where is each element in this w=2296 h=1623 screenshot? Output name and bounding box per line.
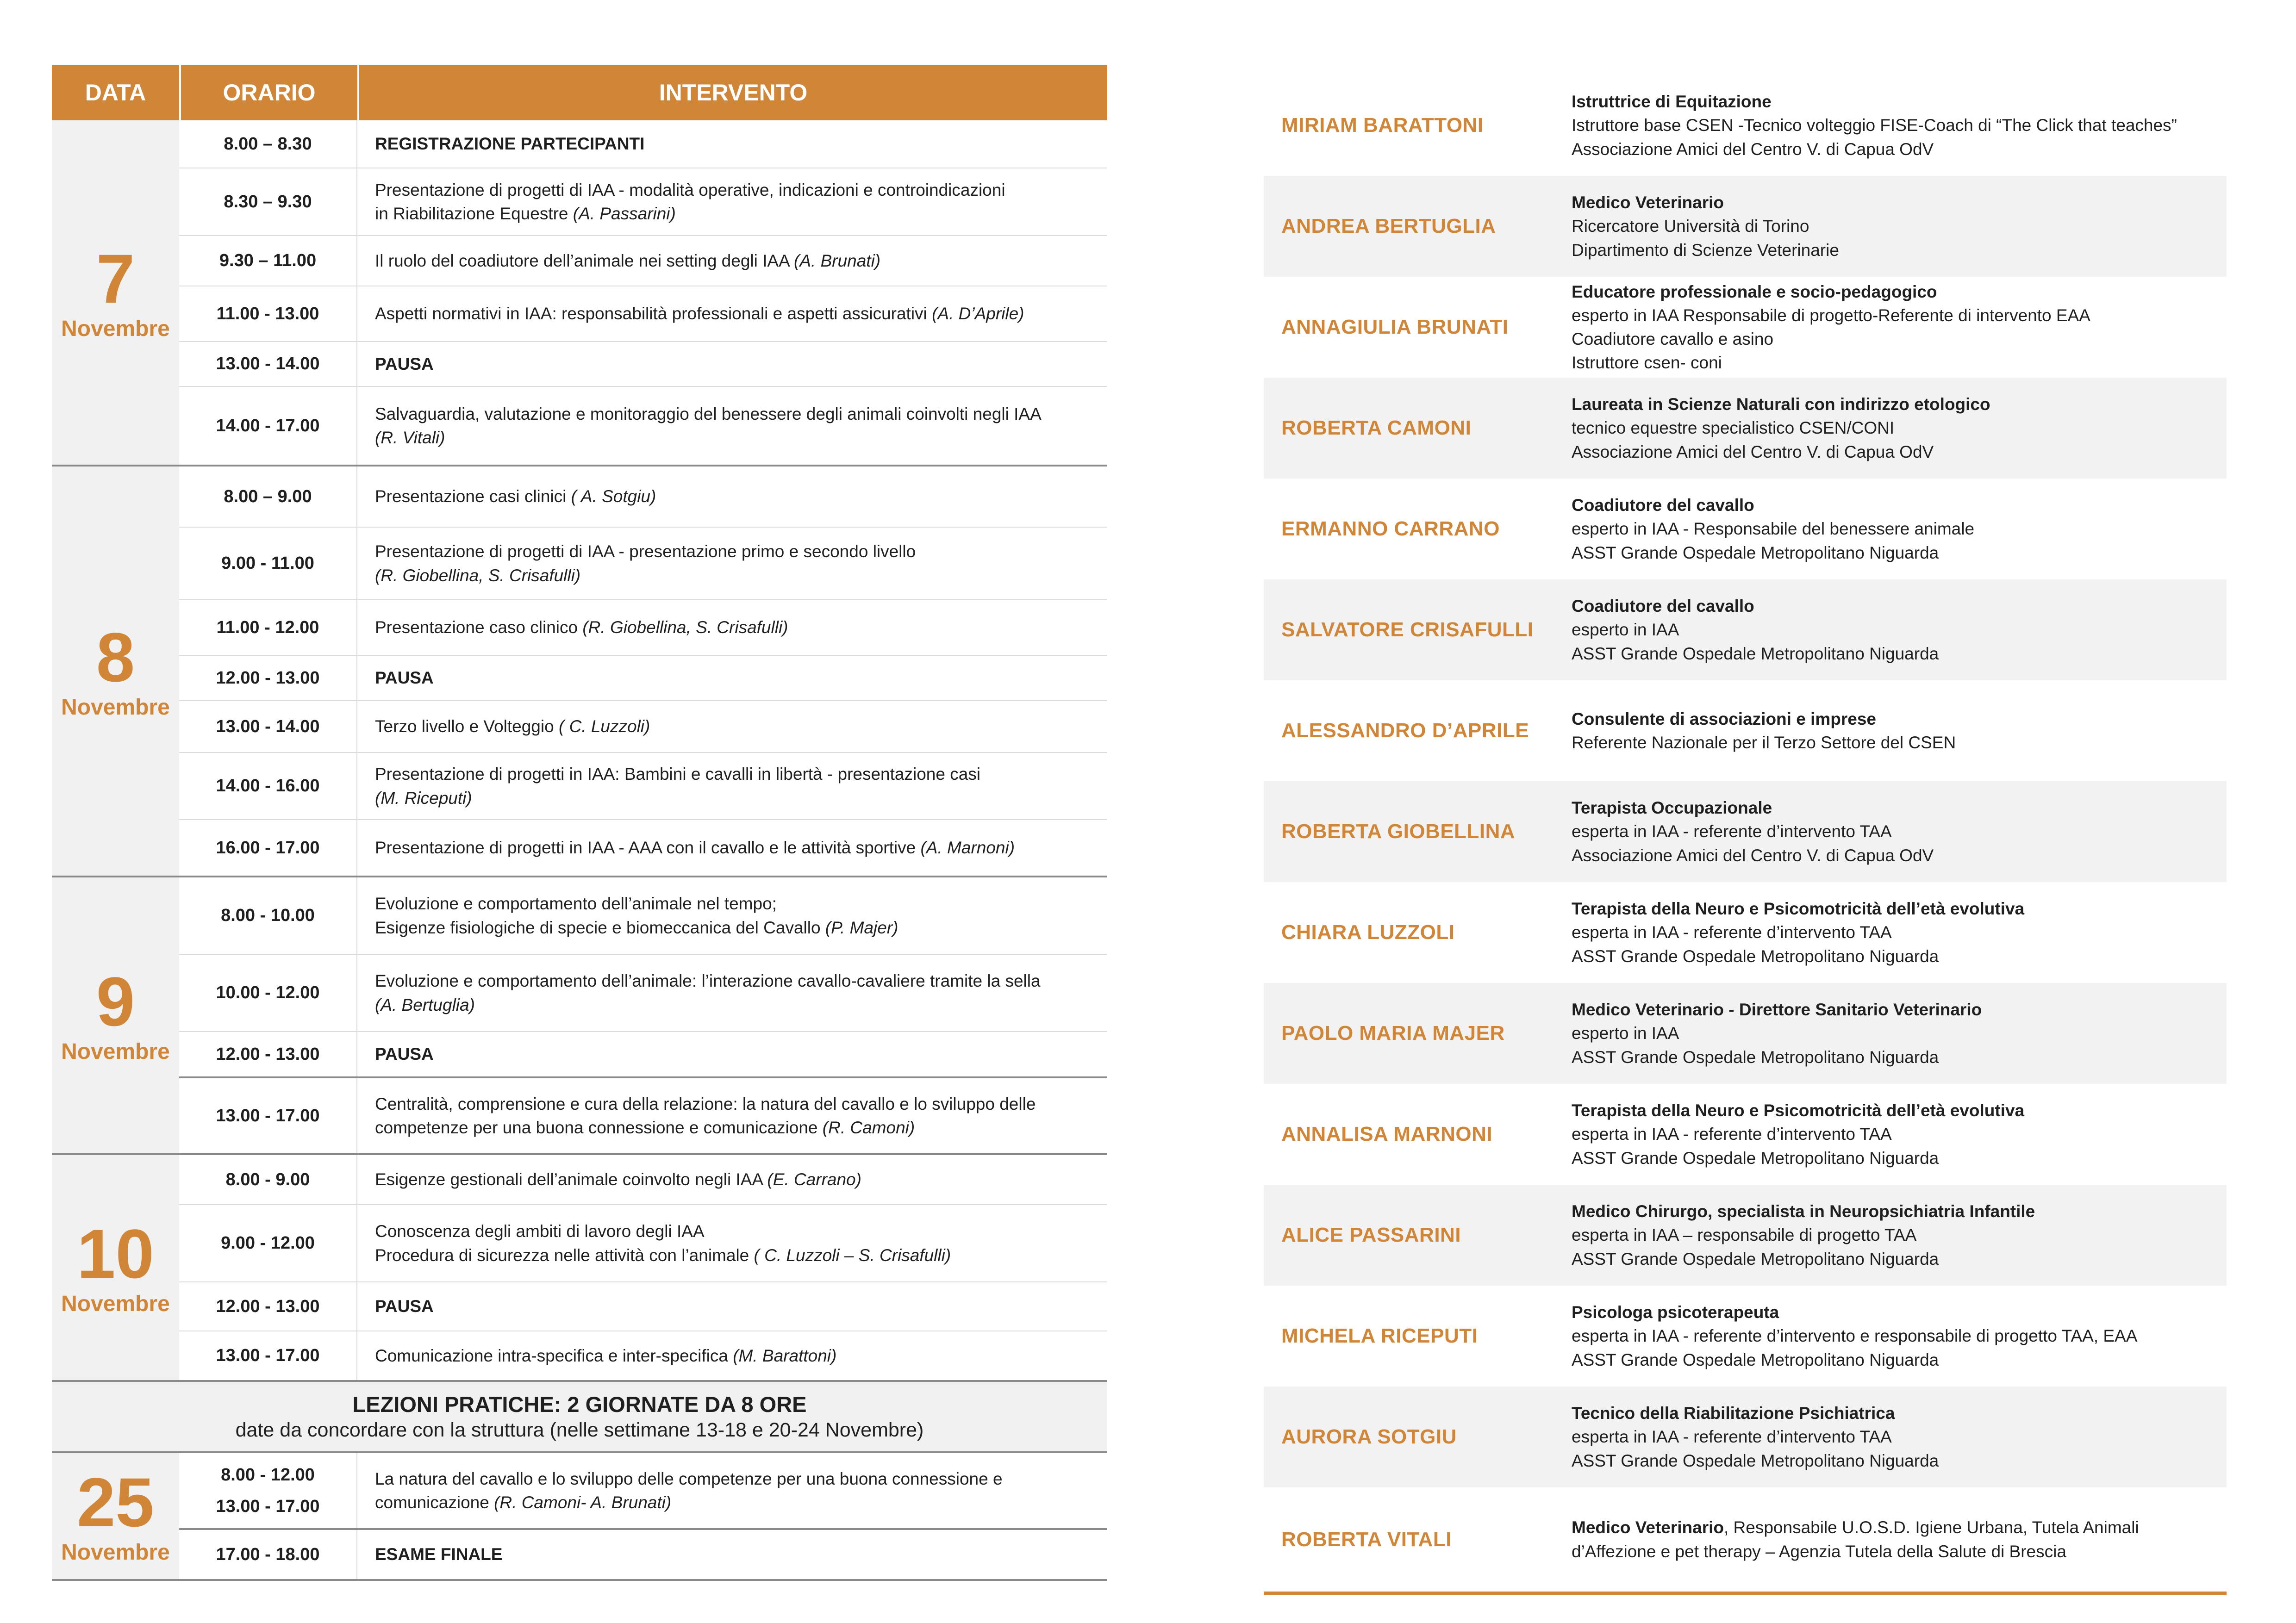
activity-cell xyxy=(357,600,1107,655)
time-cell: 12.00 - 13.00 xyxy=(179,656,357,700)
activity-line xyxy=(375,1344,1089,1368)
activity-author: (A. D’Aprile) xyxy=(932,304,1024,323)
activity-author: (M. Barattoni) xyxy=(733,1346,837,1365)
day-rows xyxy=(179,877,1107,1153)
speaker-row xyxy=(1264,882,2227,983)
activity-text: Presentazione casi clinici xyxy=(375,487,571,506)
activity-line xyxy=(375,202,1089,225)
activity-author: ( A. Sotgiu) xyxy=(571,487,656,506)
speaker-name: ROBERTA CAMONI xyxy=(1281,417,1472,439)
activity-cell xyxy=(357,286,1107,341)
speaker-name: ROBERTA VITALI xyxy=(1281,1528,1452,1551)
activity-line: Conoscenza degli ambiti di lavoro degli IAA xyxy=(375,1222,705,1241)
activity-author: (R. Vitali) xyxy=(375,428,445,447)
activity-cell xyxy=(357,528,1107,599)
speaker-detail: ASST Grande Ospedale Metropolitano Niguarda xyxy=(1572,1047,1939,1067)
day-number: 7 xyxy=(96,239,135,317)
header-intervento: INTERVENTO xyxy=(357,65,1107,120)
activity-text: competenze per una buona connessione e comunicazione xyxy=(375,1118,823,1137)
day-rows xyxy=(179,466,1107,876)
speaker-detail: esperta in IAA - referente d’intervento TAA xyxy=(1572,1427,1892,1447)
date-cell xyxy=(52,877,179,1153)
activity-line xyxy=(375,249,1089,273)
speaker-detail: esperto in IAA Responsabile di progetto-Referente di intervento EAA xyxy=(1572,305,2090,325)
speaker-name: MIRIAM BARATTONI xyxy=(1281,114,1484,137)
table-row xyxy=(179,1078,1107,1153)
activity-cell xyxy=(357,168,1107,235)
time-cell: 12.00 - 13.00 xyxy=(179,1032,357,1076)
speaker-name: ANNAGIULIA BRUNATI xyxy=(1281,316,1509,338)
activity-line xyxy=(375,1244,1089,1267)
activity-cell xyxy=(357,387,1107,465)
speaker-description xyxy=(1572,90,2227,161)
activity-text: Aspetti normativi in IAA: responsabilità professionali e aspetti assicurativi xyxy=(375,304,932,323)
speaker-row xyxy=(1264,75,2227,176)
speaker-detail: d’Affezione e pet therapy – Agenzia Tutela della Salute di Brescia xyxy=(1572,1542,2066,1561)
time-cell: 17.00 - 18.00 xyxy=(179,1530,357,1579)
time-cell: 8.00 – 9.00 xyxy=(179,466,357,527)
speaker-name: ALESSANDRO D’APRILE xyxy=(1281,719,1529,742)
activity-line: La natura del cavallo e lo sviluppo delle competenze per una buona connessione e xyxy=(375,1469,1003,1488)
speaker-description xyxy=(1572,594,2227,665)
speaker-detail: esperta in IAA - referente d’intervento e responsabile di progetto TAA, EAA xyxy=(1572,1326,2138,1346)
table-row xyxy=(179,600,1107,656)
activity-cell xyxy=(357,753,1107,819)
speaker-detail: ASST Grande Ospedale Metropolitano Niguarda xyxy=(1572,1148,1939,1168)
speaker-title: Medico Chirurgo, specialista in Neuropsichiatria Infantile xyxy=(1572,1202,2035,1221)
activity-line xyxy=(375,1168,1089,1191)
activity-text: Terzo livello e Volteggio xyxy=(375,717,559,736)
time-cell: 11.00 - 12.00 xyxy=(179,600,357,655)
activity-text: Esigenze fisiologiche di specie e biomeccanica del Cavallo xyxy=(375,918,825,937)
speaker-row xyxy=(1264,1286,2227,1387)
activity-author: (A. Bertuglia) xyxy=(375,995,475,1014)
table-row xyxy=(179,120,1107,168)
day-rows xyxy=(179,1453,1107,1579)
table-row xyxy=(179,1453,1107,1530)
activity-author: (A. Passarini) xyxy=(573,204,676,223)
activity-line xyxy=(375,715,1089,738)
speaker-title: Psicologa psicoterapeuta xyxy=(1572,1303,1779,1322)
speaker-title: Laureata in Scienze Naturali con indirizzo etologico xyxy=(1572,395,1990,414)
time-cell: 13.00 - 14.00 xyxy=(179,701,357,752)
speaker-row xyxy=(1264,680,2227,781)
table-row xyxy=(179,820,1107,876)
activity-line xyxy=(375,916,1089,939)
speaker-detail: esperta in IAA - referente d’intervento TAA xyxy=(1572,822,1892,841)
activity-cell xyxy=(357,820,1107,876)
table-row xyxy=(179,955,1107,1032)
day-rows xyxy=(179,120,1107,465)
activity-line: Presentazione di progetti di IAA - modalità operative, indicazioni e controindicazioni xyxy=(375,180,1005,199)
activity-text: comunicazione xyxy=(375,1493,494,1512)
speaker-detail: ASST Grande Ospedale Metropolitano Niguarda xyxy=(1572,1249,1939,1269)
speaker-title-line xyxy=(1572,1516,2227,1539)
activity-cell: REGISTRAZIONE PARTECIPANTI xyxy=(375,134,645,154)
table-row xyxy=(179,286,1107,342)
speaker-detail: esperta in IAA – responsabile di progetto TAA xyxy=(1572,1225,1917,1245)
activity-author: (R. Camoni) xyxy=(822,1118,915,1137)
activity-cell: PAUSA xyxy=(375,1297,434,1316)
speaker-detail: Associazione Amici del Centro V. di Capua OdV xyxy=(1572,442,1934,461)
table-row xyxy=(179,1205,1107,1282)
activity-text: Presentazione caso clinico xyxy=(375,618,583,637)
day-number: 9 xyxy=(96,962,135,1040)
time-cell: 8.00 - 9.00 xyxy=(179,1155,357,1204)
activity-cell xyxy=(357,877,1107,954)
activity-line: Evoluzione e comportamento dell’animale nel tempo; xyxy=(375,894,777,914)
speaker-description xyxy=(1572,1300,2227,1371)
activity-author: (E. Carrano) xyxy=(767,1170,861,1189)
date-cell xyxy=(52,1453,179,1579)
speaker-row xyxy=(1264,579,2227,680)
speaker-row xyxy=(1264,277,2227,378)
activity-line xyxy=(375,1116,1089,1139)
speaker-detail: Istruttore base CSEN -Tecnico volteggio FISE-Coach di “The Click that teaches” xyxy=(1572,116,2177,135)
speaker-title: Educatore professionale e socio-pedagogico xyxy=(1572,282,1937,301)
activity-cell xyxy=(357,1453,1107,1528)
activity-author: (R. Camoni- A. Brunati) xyxy=(494,1493,672,1512)
speaker-description xyxy=(1572,1099,2227,1169)
speaker-detail: Referente Nazionale per il Terzo Settore del CSEN xyxy=(1572,733,1956,752)
activity-author: (R. Giobellina, S. Crisafulli) xyxy=(375,566,581,585)
table-row xyxy=(179,656,1107,701)
day-block-9 xyxy=(52,877,1107,1155)
speaker-name: ROBERTA GIOBELLINA xyxy=(1281,820,1516,843)
speaker-row xyxy=(1264,781,2227,882)
activity-cell xyxy=(357,1205,1107,1281)
activity-line xyxy=(375,1491,1089,1514)
speaker-detail: ASST Grande Ospedale Metropolitano Niguarda xyxy=(1572,1350,1939,1369)
speaker-description xyxy=(1572,1200,2227,1270)
activity-author: ( C. Luzzoli) xyxy=(558,717,650,736)
time-cell xyxy=(179,1453,357,1528)
speaker-detail: ASST Grande Ospedale Metropolitano Niguarda xyxy=(1572,946,1939,966)
speaker-detail: ASST Grande Ospedale Metropolitano Niguarda xyxy=(1572,1451,1939,1470)
speaker-title: Terapista della Neuro e Psicomotricità dell’età evolutiva xyxy=(1572,1101,2025,1120)
speaker-title: Consulente di associazioni e imprese xyxy=(1572,709,1876,728)
activity-author: (A. Brunati) xyxy=(794,251,881,270)
speaker-detail: Dipartimento di Scienze Veterinarie xyxy=(1572,240,1839,260)
speaker-title: Medico Veterinario - Direttore Sanitario Veterinario xyxy=(1572,1000,1982,1020)
table-row xyxy=(179,1331,1107,1380)
speaker-description xyxy=(1572,493,2227,564)
speaker-detail: Associazione Amici del Centro V. di Capua OdV xyxy=(1572,139,1934,159)
activity-text: Presentazione di progetti in IAA - AAA con il cavallo e le attività sportive xyxy=(375,838,921,858)
time-cell: 16.00 - 17.00 xyxy=(179,820,357,876)
activity-text: Procedura di sicurezza nelle attività con l’animale xyxy=(375,1245,754,1265)
time-cell: 12.00 - 13.00 xyxy=(179,1282,357,1331)
activity-author: (A. Marnoni) xyxy=(920,838,1015,858)
activity-line xyxy=(375,302,1089,325)
time-cell: 8.30 – 9.30 xyxy=(179,168,357,235)
speaker-name: CHIARA LUZZOLI xyxy=(1281,921,1455,944)
speaker-description xyxy=(1572,897,2227,968)
activity-cell xyxy=(357,1078,1107,1153)
speaker-description xyxy=(1572,191,2227,261)
day-month: Novembre xyxy=(61,1039,170,1064)
table-row xyxy=(179,701,1107,753)
day-month: Novembre xyxy=(61,695,170,720)
day-block-8 xyxy=(52,466,1107,877)
speaker-name: SALVATORE CRISAFULLI xyxy=(1281,618,1534,641)
activity-line: Presentazione di progetti in IAA: Bambini e cavalli in libertà - presentazione casi xyxy=(375,765,981,784)
date-cell xyxy=(52,120,179,465)
speaker-row xyxy=(1264,1387,2227,1487)
speaker-description xyxy=(1572,707,2227,754)
speaker-description xyxy=(1572,280,2227,374)
speaker-name: ANDREA BERTUGLIA xyxy=(1281,215,1496,237)
activity-text: Comunicazione intra-specifica e inter-specifica xyxy=(375,1346,733,1365)
speaker-title-rest: , Responsabile U.O.S.D. Igiene Urbana, Tutela Animali xyxy=(1724,1518,2139,1537)
speaker-row xyxy=(1264,1084,2227,1185)
day-block-7 xyxy=(52,120,1107,466)
time-cell: 13.00 - 17.00 xyxy=(179,1078,357,1153)
day-number: 8 xyxy=(96,618,135,696)
schedule-header xyxy=(52,65,1107,120)
table-row xyxy=(179,342,1107,387)
speaker-detail: tecnico equestre specialistico CSEN/CONI xyxy=(1572,418,1895,438)
activity-cell xyxy=(357,1155,1107,1204)
day-number: 25 xyxy=(77,1463,154,1541)
activity-line xyxy=(375,836,1089,859)
table-row xyxy=(179,753,1107,820)
activity-cell xyxy=(357,1331,1107,1380)
speaker-title: Tecnico della Riabilitazione Psichiatrica xyxy=(1572,1404,1895,1423)
speaker-title: Medico Veterinario xyxy=(1572,193,1724,212)
activity-author: ( C. Luzzoli – S. Crisafulli) xyxy=(754,1245,951,1265)
activity-line: Salvaguardia, valutazione e monitoraggio del benessere degli animali coinvolti negli IAA xyxy=(375,404,1042,423)
day-number: 10 xyxy=(77,1214,154,1293)
speaker-row xyxy=(1264,1185,2227,1286)
time-start: 8.00 - 12.00 xyxy=(221,1465,315,1485)
speaker-description xyxy=(1572,392,2227,463)
activity-cell xyxy=(357,466,1107,527)
table-row xyxy=(179,1530,1107,1579)
speaker-detail: ASST Grande Ospedale Metropolitano Niguarda xyxy=(1572,543,1939,562)
date-cell xyxy=(52,1155,179,1380)
speaker-detail: esperto in IAA xyxy=(1572,1024,1679,1043)
header-data: DATA xyxy=(85,80,146,106)
speaker-name: AURORA SOTGIU xyxy=(1281,1425,1457,1448)
speaker-detail: esperta in IAA - referente d’intervento TAA xyxy=(1572,923,1892,942)
speaker-detail: esperto in IAA xyxy=(1572,620,1679,640)
activity-text: Esigenze gestionali dell’animale coinvolto negli IAA xyxy=(375,1170,767,1189)
speaker-detail: esperto in IAA - Responsabile del benessere animale xyxy=(1572,519,1975,539)
time-cell: 9.00 - 12.00 xyxy=(179,1205,357,1281)
activity-author: (M. Riceputi) xyxy=(375,788,472,808)
table-row xyxy=(179,1282,1107,1331)
activity-cell xyxy=(357,701,1107,752)
time-cell: 11.00 - 13.00 xyxy=(179,286,357,341)
activity-line: Evoluzione e comportamento dell’animale: l’interazione cavallo-cavaliere tramite la sella xyxy=(375,971,1041,991)
time-cell: 10.00 - 12.00 xyxy=(179,955,357,1031)
schedule-table xyxy=(52,65,1107,1581)
activity-author: (R. Giobellina, S. Crisafulli) xyxy=(582,618,788,637)
speaker-detail: Ricercatore Università di Torino xyxy=(1572,217,1809,236)
activity-cell: PAUSA xyxy=(375,668,434,688)
day-month: Novembre xyxy=(61,316,170,341)
table-row xyxy=(179,877,1107,955)
speaker-description xyxy=(1572,796,2227,867)
activity-cell: PAUSA xyxy=(375,354,434,373)
speaker-title: Terapista della Neuro e Psicomotricità dell’età evolutiva xyxy=(1572,899,2025,919)
speaker-detail: ASST Grande Ospedale Metropolitano Niguarda xyxy=(1572,644,1939,663)
speaker-name: MICHELA RICEPUTI xyxy=(1281,1325,1478,1347)
date-cell xyxy=(52,466,179,876)
time-cell: 9.30 – 11.00 xyxy=(179,236,357,286)
speaker-detail: esperta in IAA - referente d’intervento TAA xyxy=(1572,1125,1892,1144)
speakers-list xyxy=(1264,75,2227,1595)
header-orario: ORARIO xyxy=(179,65,357,120)
time-cell: 9.00 - 11.00 xyxy=(179,528,357,599)
speaker-title: Istruttrice di Equitazione xyxy=(1572,92,1772,112)
speaker-description xyxy=(1572,1516,2227,1563)
day-block-10 xyxy=(52,1155,1107,1382)
speaker-row xyxy=(1264,479,2227,579)
activity-line: Centralità, comprensione e cura della relazione: la natura del cavallo e lo sviluppo delle xyxy=(375,1094,1036,1113)
speaker-title: Coadiutore del cavallo xyxy=(1572,496,1754,515)
time-cell: 8.00 – 8.30 xyxy=(179,120,357,168)
practical-lessons-note xyxy=(52,1382,1107,1453)
activity-line xyxy=(375,616,1089,639)
day-rows xyxy=(179,1155,1107,1380)
speaker-row xyxy=(1264,378,2227,479)
time-second: 13.00 - 17.00 xyxy=(216,1497,320,1516)
speaker-row xyxy=(1264,983,2227,1084)
speaker-detail: Associazione Amici del Centro V. di Capua OdV xyxy=(1572,846,1934,865)
time-cell: 14.00 - 16.00 xyxy=(179,753,357,819)
speaker-detail: Coadiutore cavallo e asino xyxy=(1572,330,1774,348)
speaker-description xyxy=(1572,1401,2227,1472)
speaker-name: ALICE PASSARINI xyxy=(1281,1224,1461,1246)
activity-author: (P. Majer) xyxy=(825,918,898,937)
activity-cell xyxy=(357,236,1107,286)
activity-cell: ESAME FINALE xyxy=(375,1545,503,1564)
table-row xyxy=(179,1155,1107,1205)
activity-text: in Riabilitazione Equestre xyxy=(375,204,573,223)
speaker-row xyxy=(1264,1487,2227,1592)
time-cell: 8.00 - 10.00 xyxy=(179,877,357,954)
day-month: Novembre xyxy=(61,1540,170,1565)
speaker-title: Coadiutore del cavallo xyxy=(1572,597,1754,616)
table-row xyxy=(179,387,1107,465)
practical-title: LEZIONI PRATICHE: 2 GIORNATE DA 8 ORE xyxy=(352,1392,807,1417)
table-row xyxy=(179,528,1107,600)
day-month: Novembre xyxy=(61,1291,170,1316)
table-row xyxy=(179,1032,1107,1078)
time-cell: 13.00 - 14.00 xyxy=(179,342,357,386)
time-cell: 13.00 - 17.00 xyxy=(179,1331,357,1380)
speaker-detail: Istruttore csen- coni xyxy=(1572,353,1722,373)
activity-line xyxy=(375,485,1089,508)
time-cell: 14.00 - 17.00 xyxy=(179,387,357,465)
activity-cell: PAUSA xyxy=(375,1045,434,1064)
speaker-row xyxy=(1264,176,2227,277)
speaker-name: ERMANNO CARRANO xyxy=(1281,517,1500,540)
activity-line: Presentazione di progetti di IAA - presentazione primo e secondo livello xyxy=(375,542,916,561)
table-row xyxy=(179,236,1107,286)
activity-cell xyxy=(357,955,1107,1031)
day-block-25 xyxy=(52,1453,1107,1581)
speaker-name: ANNALISA MARNONI xyxy=(1281,1123,1493,1145)
table-row xyxy=(179,168,1107,236)
practical-subtitle: date da concordare con la struttura (nelle settimane 13-18 e 20-24 Novembre) xyxy=(235,1419,924,1441)
speaker-name: PAOLO MARIA MAJER xyxy=(1281,1022,1505,1045)
table-row xyxy=(179,466,1107,528)
activity-text: Il ruolo del coadiutore dell’animale nei setting degli IAA xyxy=(375,251,794,270)
speaker-title: Terapista Occupazionale xyxy=(1572,798,1772,818)
speaker-description xyxy=(1572,998,2227,1069)
speaker-title: Medico Veterinario xyxy=(1572,1518,1724,1537)
